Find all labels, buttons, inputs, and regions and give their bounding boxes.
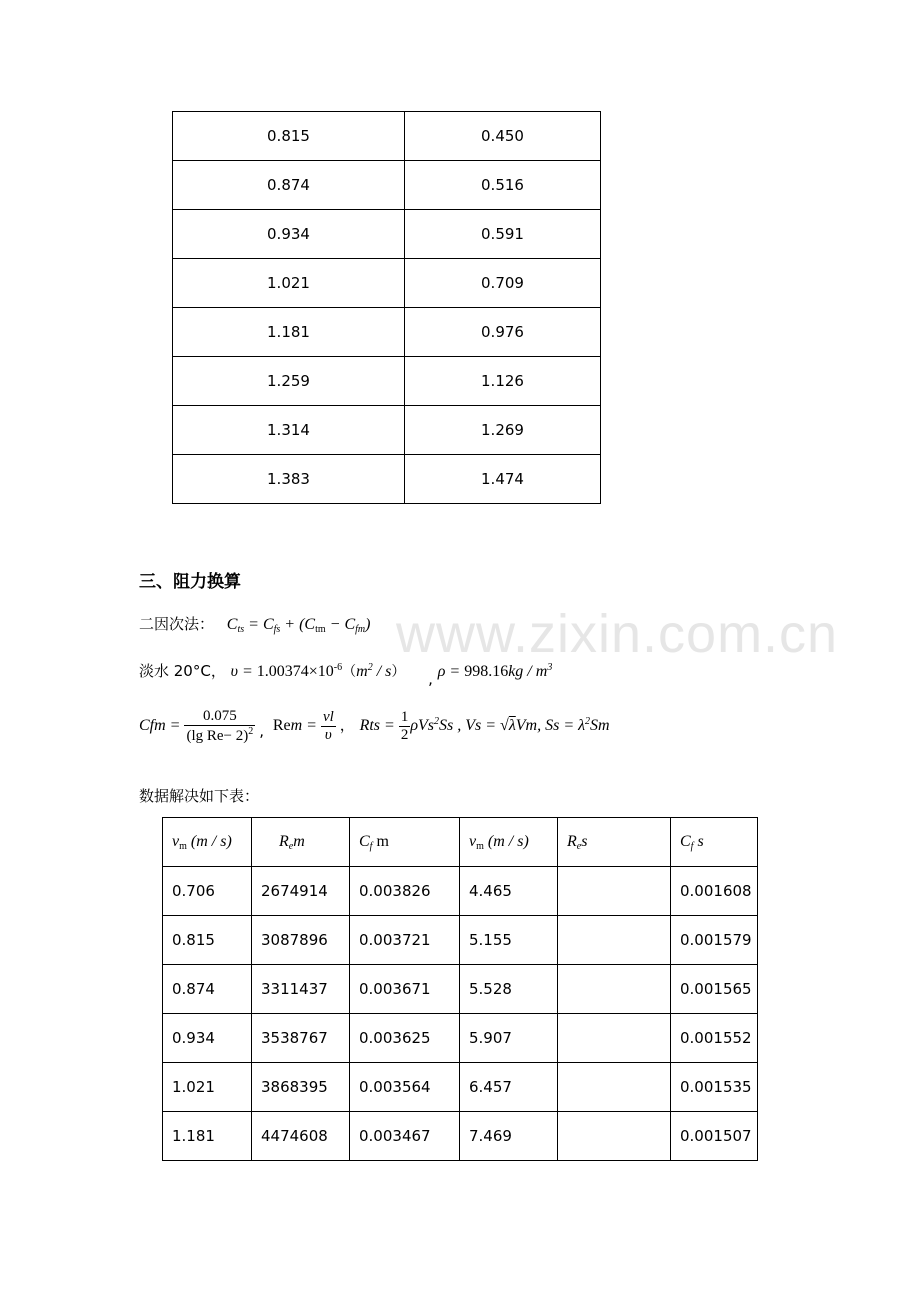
results-table-cell: 0.003721 [350, 916, 460, 965]
results-table-cell: 5.528 [460, 965, 558, 1014]
results-table-cell: 1.181 [163, 1112, 252, 1161]
results-table-cell [558, 965, 671, 1014]
results-table-cell: 3538767 [252, 1014, 350, 1063]
top-table-cell: 1.314 [173, 406, 405, 455]
results-table-cell: 4474608 [252, 1112, 350, 1161]
reynolds-formula: Rem = $\frac{vl}{\upsilon}$ [272, 709, 334, 743]
results-table-cell: 4.465 [460, 867, 558, 916]
method-label: 二因次法： [139, 615, 215, 633]
method-line [139, 613, 370, 635]
results-table-cell: 0.934 [163, 1014, 252, 1063]
top-table-cell: 1.181 [173, 308, 405, 357]
results-table-cell: 0.815 [163, 916, 252, 965]
results-table-row [163, 867, 758, 916]
results-table-cell: 5.155 [460, 916, 558, 965]
results-table-cell: 5.907 [460, 1014, 558, 1063]
top-table-row [173, 406, 601, 455]
results-table-cell: 0.001579 [671, 916, 758, 965]
section-heading: 三、阻力换算 [139, 572, 241, 592]
results-table-row [163, 1112, 758, 1161]
results-table-cell: 0.001552 [671, 1014, 758, 1063]
header-cfm: $C_f$ m [350, 818, 460, 867]
results-table-cell: 0.001535 [671, 1063, 758, 1112]
top-table-cell: 0.516 [405, 161, 601, 210]
header-vm: $v_m$ (m / s) [163, 818, 252, 867]
formula-line: Cfm = $\frac{0.075}{(\lg Re- 2)^2}$ , Rem = $\frac{vl}{\upsilon}$ ， Rts = $\frac{1}{2}$ ρVs$^2$Ss , Vs = √λVm, $Ss = \lambda^2Sm$ [139, 708, 610, 744]
results-table-cell [558, 916, 671, 965]
results-table-cell: 7.469 [460, 1112, 558, 1161]
header-rem: $R_em$ [252, 818, 350, 867]
top-table-row [173, 357, 601, 406]
density-formula: $\rho = 998.16kg / m^3$ [437, 662, 553, 680]
header-res: $R_es$ [558, 818, 671, 867]
top-table-row [173, 455, 601, 504]
top-table-cell: 0.874 [173, 161, 405, 210]
results-table-cell: 1.021 [163, 1063, 252, 1112]
results-table-row [163, 916, 758, 965]
results-table-cell: 3087896 [252, 916, 350, 965]
results-table-cell [558, 1112, 671, 1161]
results-table-cell: 0.003467 [350, 1112, 460, 1161]
top-table-cell: 1.259 [173, 357, 405, 406]
top-table-cell: 1.021 [173, 259, 405, 308]
top-data-table [172, 111, 601, 504]
results-table-cell [558, 1014, 671, 1063]
results-table-cell [558, 1063, 671, 1112]
viscosity-formula: $\upsilon = 1.00374\times 10^{-6}(m^2 / s)$ [230, 662, 406, 680]
top-table-cell: 0.450 [405, 112, 601, 161]
resistance-formula: Rts = $\frac{1}{2}$ ρVs$^2$Ss , Vs = √λVm, $Ss = \lambda^2Sm$ [359, 709, 610, 743]
top-table-row [173, 210, 601, 259]
header-vs: $v_m$ (m / s) [460, 818, 558, 867]
results-table-cell: 6.457 [460, 1063, 558, 1112]
results-table-cell: 3311437 [252, 965, 350, 1014]
top-table-row [173, 259, 601, 308]
results-table-cell: 2674914 [252, 867, 350, 916]
top-table-cell: 0.815 [173, 112, 405, 161]
two-factor-formula: $C_{ts} = C_{fs} + (C_{tm} - C_{fm})$ [218, 616, 371, 635]
results-table-body [163, 818, 758, 1161]
results-table-cell: 0.001565 [671, 965, 758, 1014]
water-line: 淡水 20°C， $\upsilon = 1.00374\times 10^{-6}(m^2 / s)$ , $\rho = 998.16kg / m^3$ [139, 662, 553, 688]
top-table-row [173, 112, 601, 161]
top-table-cell: 0.934 [173, 210, 405, 259]
top-table-cell: 1.126 [405, 357, 601, 406]
top-table-cell: 1.383 [173, 455, 405, 504]
top-table-body [173, 112, 601, 504]
top-table-cell: 0.976 [405, 308, 601, 357]
results-table-row [163, 965, 758, 1014]
top-table-cell: 1.474 [405, 455, 601, 504]
results-table-cell: 3868395 [252, 1063, 350, 1112]
results-table-cell: 0.003564 [350, 1063, 460, 1112]
results-table-cell: 0.706 [163, 867, 252, 916]
cfm-formula: Cfm = $\frac{0.075}{(\lg Re- 2)^2}$ [139, 708, 254, 744]
results-table-row [163, 1063, 758, 1112]
top-table-cell: 0.591 [405, 210, 601, 259]
results-table-cell: 0.001608 [671, 867, 758, 916]
results-table-cell: 0.003826 [350, 867, 460, 916]
top-table-cell: 0.709 [405, 259, 601, 308]
top-table-cell: 1.269 [405, 406, 601, 455]
results-table-cell: 0.003671 [350, 965, 460, 1014]
water-label: 淡水 20°C， [139, 662, 226, 680]
results-table-row [163, 1014, 758, 1063]
table-intro: 数据解决如下表： [139, 787, 260, 805]
watermark: www.zixin.com.cn [396, 604, 839, 664]
results-table-cell: 0.003625 [350, 1014, 460, 1063]
results-table [162, 817, 758, 1161]
results-table-cell: 0.874 [163, 965, 252, 1014]
results-header-row [163, 818, 758, 867]
results-table-cell: 0.001507 [671, 1112, 758, 1161]
top-table-row [173, 308, 601, 357]
results-table-cell [558, 867, 671, 916]
top-table-row [173, 161, 601, 210]
header-cfs: $C_f$ s [671, 818, 758, 867]
